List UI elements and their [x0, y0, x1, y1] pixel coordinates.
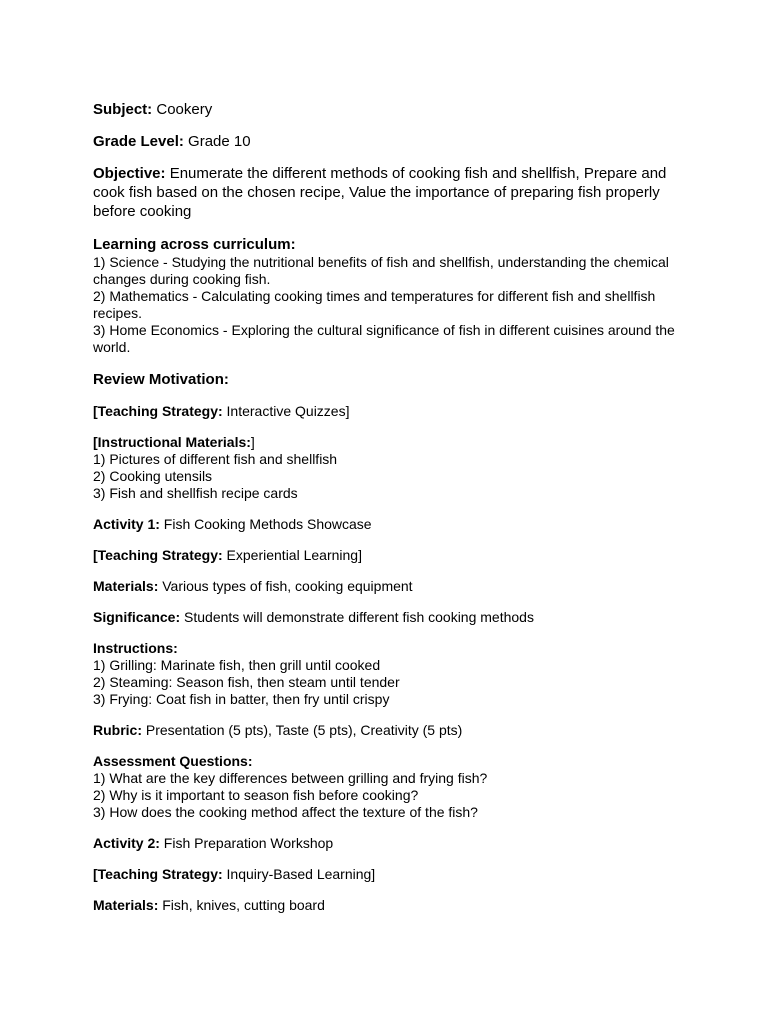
- learning-item: 1) Science - Studying the nutritional benefits of fish and shellfish, understanding the chemical changes during cooking fish.: [93, 254, 669, 287]
- activity1-rubric-line: [93, 722, 683, 739]
- subject-value: Cookery: [156, 101, 213, 118]
- subject-line: [93, 100, 683, 119]
- activity2-materials-line: [93, 897, 683, 914]
- learning-label: Learning across curriculum:: [93, 236, 296, 253]
- activity2-title: Fish Preparation Workshop: [159, 835, 334, 851]
- activity1-strategy-line: [93, 547, 683, 564]
- activity1-title-line: [93, 516, 683, 533]
- instruction-item: 2) Steaming: Season fish, then steam until tender: [93, 674, 400, 690]
- activity1-assessment-section: [93, 753, 683, 821]
- activity1-instructions-section: [93, 640, 683, 708]
- activity1-strategy-value: Experiential Learning]: [222, 547, 362, 563]
- instruction-item: 3) Frying: Coat fish in batter, then fry until crispy: [93, 691, 390, 707]
- activity1-title: Fish Cooking Methods Showcase: [159, 516, 372, 532]
- activity2-materials-value: Fish, knives, cutting board: [158, 897, 325, 913]
- activity1-rubric-label: Rubric:: [93, 722, 142, 738]
- activity1-assessment-label: Assessment Questions:: [93, 753, 253, 769]
- instruction-item: 1) Grilling: Marinate fish, then grill until cooked: [93, 657, 381, 673]
- review-strategy-line: [93, 403, 683, 420]
- activity1-materials-value: Various types of fish, cooking equipment: [158, 578, 413, 594]
- assessment-item: 3) How does the cooking method affect the texture of the fish?: [93, 804, 478, 820]
- review-strategy-value: Interactive Quizzes]: [222, 403, 350, 419]
- activity1-strategy-label: [Teaching Strategy:: [93, 547, 223, 563]
- grade-value: Grade 10: [188, 133, 251, 150]
- activity1-materials-label: Materials:: [93, 578, 159, 594]
- objective-label: Objective:: [93, 165, 166, 182]
- activity1-materials-line: [93, 578, 683, 595]
- activity1-label: Activity 1:: [93, 516, 160, 532]
- activity2-label: Activity 2:: [93, 835, 160, 851]
- grade-line: [93, 132, 683, 151]
- activity2-title-line: [93, 835, 683, 852]
- review-materials-heading: [93, 434, 683, 451]
- learning-heading: [93, 235, 683, 254]
- review-materials-close: ]: [250, 434, 255, 450]
- subject-label: Subject:: [93, 101, 153, 118]
- review-material-item: 3) Fish and shellfish recipe cards: [93, 485, 298, 501]
- learning-item: 2) Mathematics - Calculating cooking times and temperatures for different fish and shellfish recipes.: [93, 288, 656, 321]
- assessment-item: 1) What are the key differences between grilling and frying fish?: [93, 770, 488, 786]
- activity2-materials-label: Materials:: [93, 897, 159, 913]
- activity1-assessment-heading: [93, 753, 683, 770]
- review-strategy-label: [Teaching Strategy:: [93, 403, 223, 419]
- review-material-item: 2) Cooking utensils: [93, 468, 213, 484]
- activity1-significance-line: [93, 609, 683, 626]
- activity1-significance-label: Significance:: [93, 609, 181, 625]
- grade-label: Grade Level:: [93, 133, 184, 150]
- review-material-item: 1) Pictures of different fish and shellfish: [93, 451, 338, 467]
- learning-item: 3) Home Economics - Exploring the cultural significance of fish in different cuisines around the world.: [93, 322, 675, 355]
- review-heading: [93, 370, 683, 389]
- activity2-strategy-value: Inquiry-Based Learning]: [222, 866, 376, 882]
- learning-section: [93, 235, 683, 356]
- assessment-item: 2) Why is it important to season fish before cooking?: [93, 787, 419, 803]
- activity1-instructions-heading: [93, 640, 683, 657]
- review-materials-section: [93, 434, 683, 502]
- objective-line: [93, 164, 683, 221]
- lesson-plan-page: [93, 100, 683, 914]
- activity1-instructions-label: Instructions:: [93, 640, 178, 656]
- review-materials-label: [Instructional Materials:: [93, 434, 251, 450]
- review-label: Review Motivation:: [93, 371, 229, 388]
- activity2-strategy-label: [Teaching Strategy:: [93, 866, 223, 882]
- objective-value: Enumerate the different methods of cooking fish and shellfish, Prepare and cook fish based on the chosen recipe, Value the importance of preparing fish properly before cooking: [93, 165, 667, 220]
- activity2-strategy-line: [93, 866, 683, 883]
- activity1-significance-value: Students will demonstrate different fish cooking methods: [180, 609, 534, 625]
- activity1-rubric-value: Presentation (5 pts), Taste (5 pts), Creativity (5 pts): [142, 722, 463, 738]
